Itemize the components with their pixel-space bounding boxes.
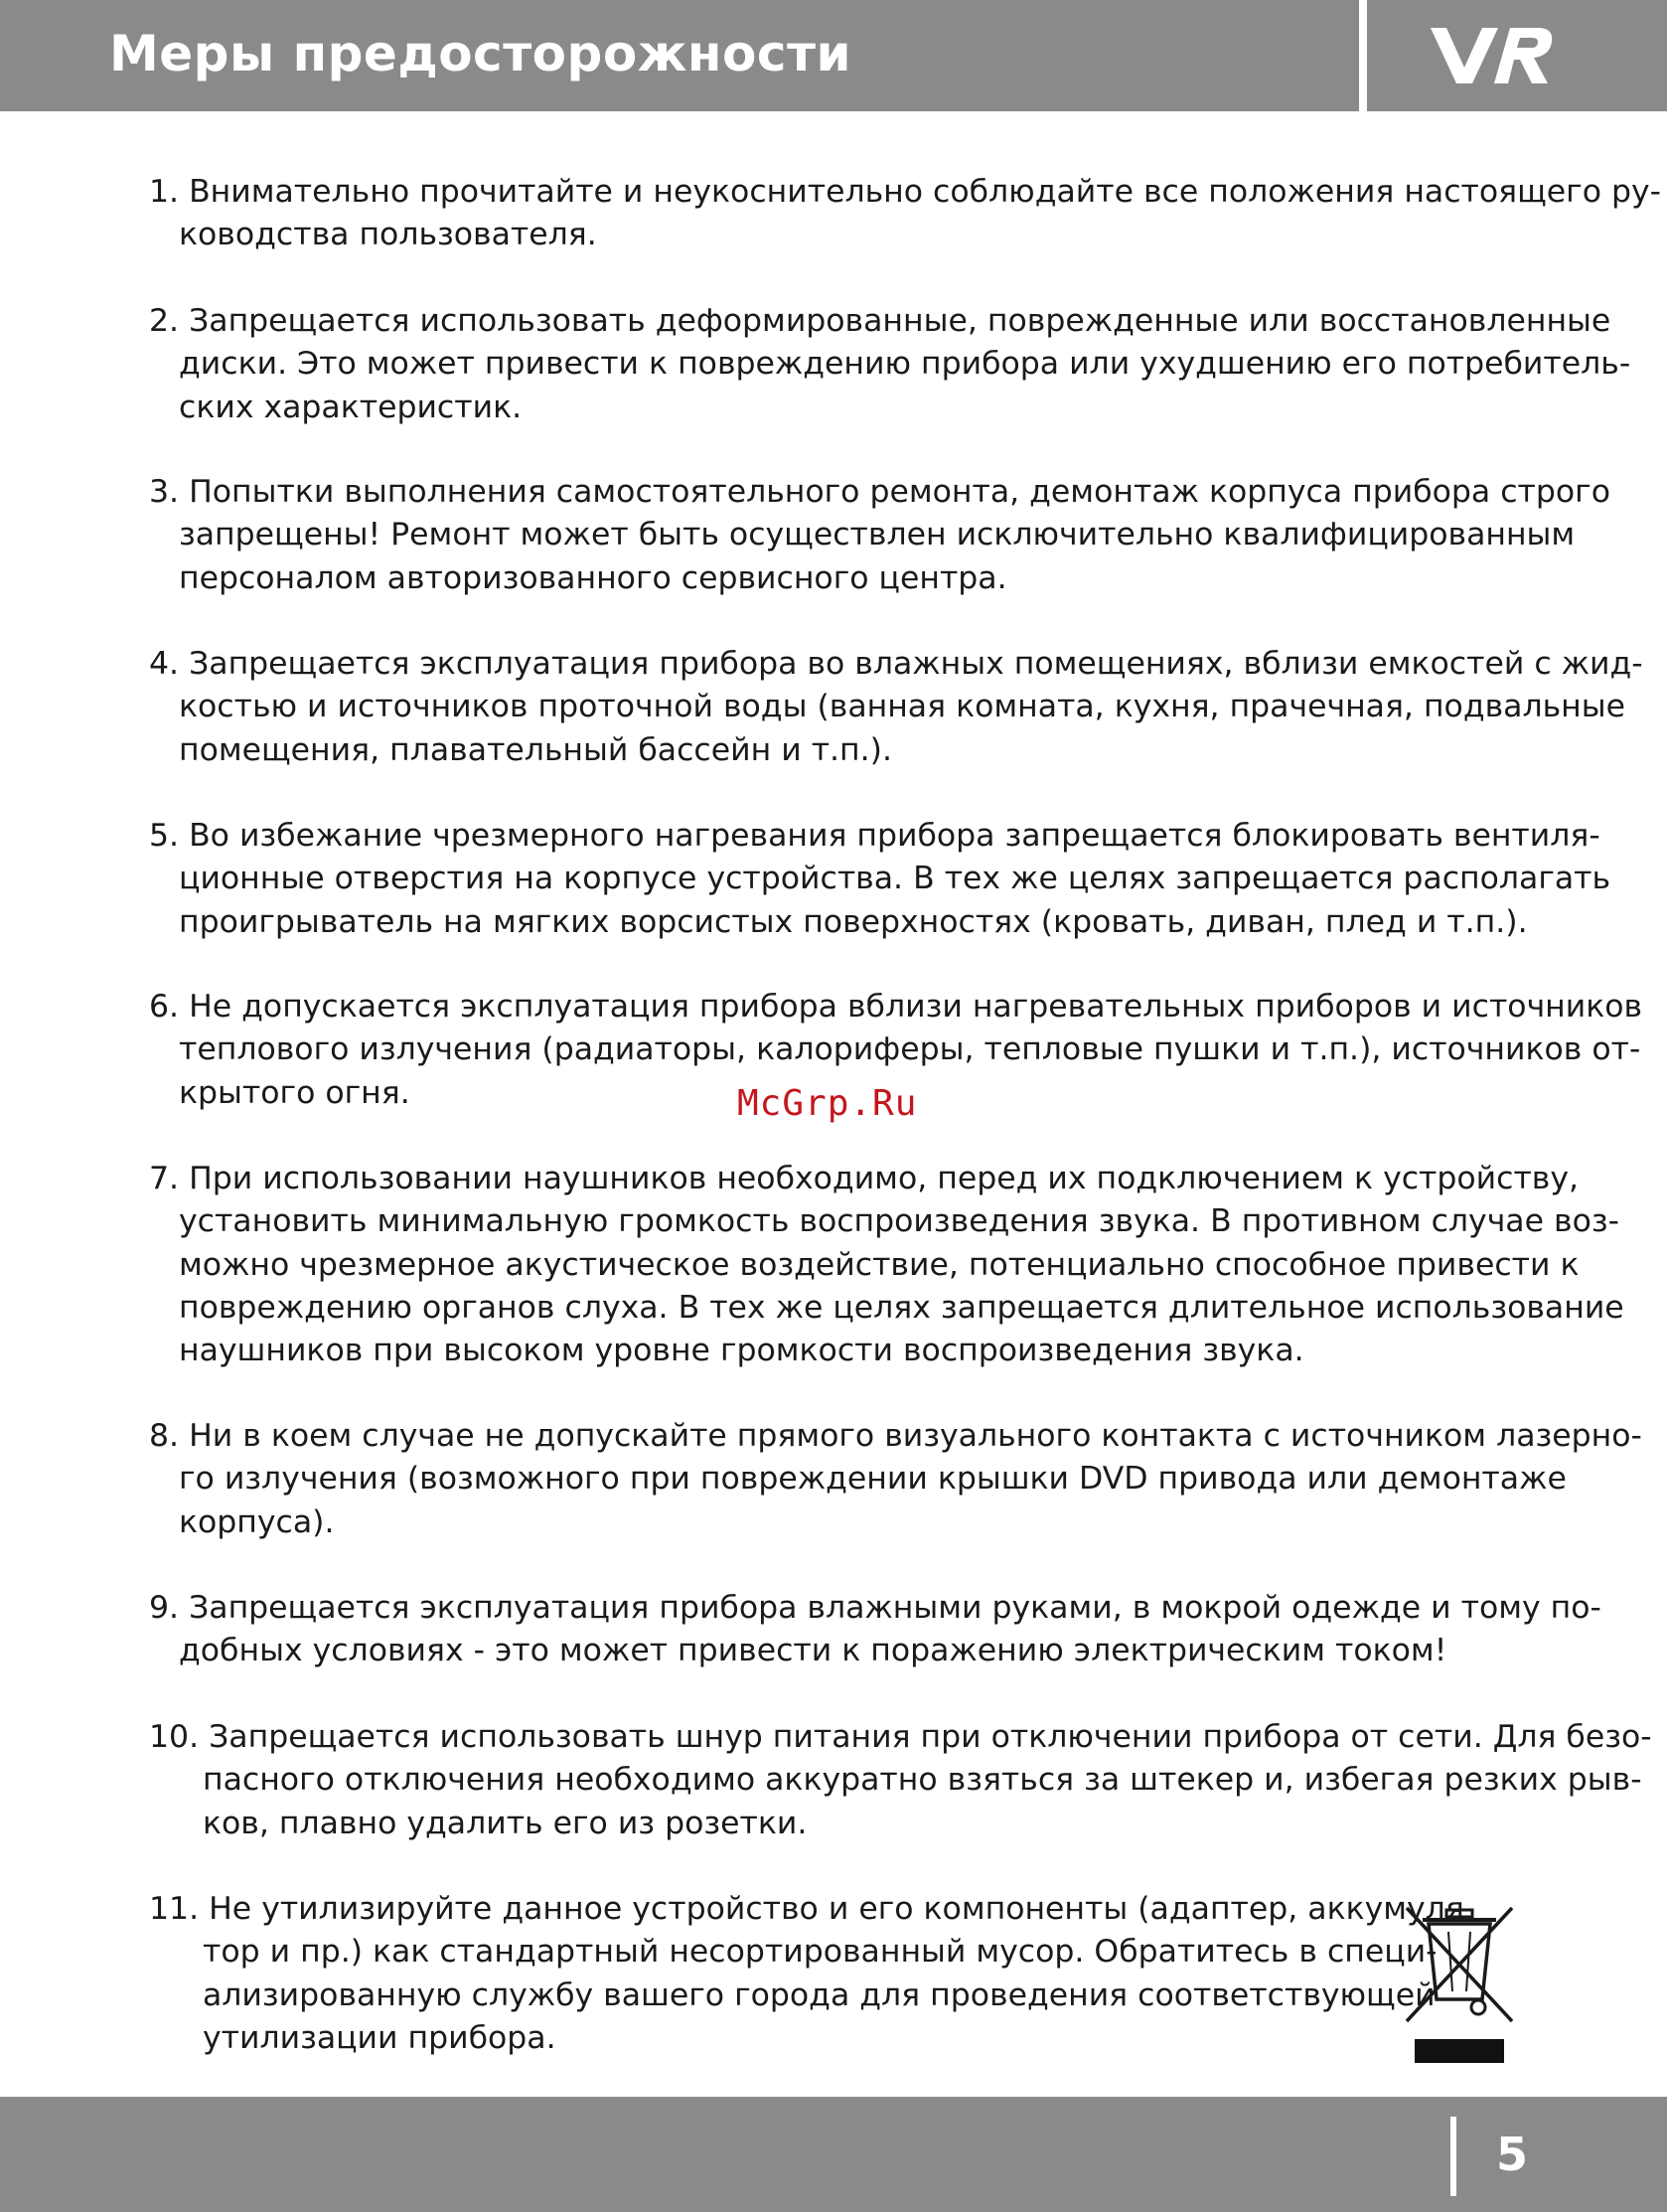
text-line: 9. Запрещается эксплуатация прибора влажными руками, в мокрой одежде и тому по- bbox=[149, 1590, 1601, 1626]
text-line: ционные отверстия на корпусе устройства. В тех же целях запрещается располагать bbox=[179, 861, 1611, 897]
text-line: можно чрезмерное акустическое воздействие, потенциально способное привести к bbox=[179, 1246, 1580, 1283]
text-line: наушников при высоком уровне громкости воспроизведения звука. bbox=[179, 1333, 1304, 1369]
text-line: го излучения (возможного при повреждении крышки DVD привода или демонтаже bbox=[179, 1461, 1567, 1498]
text-line: 4. Запрещается эксплуатация прибора во влажных помещениях, вблизи емкостей с жид- bbox=[149, 646, 1643, 682]
text-line: добных условиях - это может привести к поражению электрическим током! bbox=[179, 1633, 1447, 1669]
text-line: теплового излучения (радиаторы, калориферы, тепловые пушки и т.п.), источников от- bbox=[179, 1031, 1641, 1068]
text-line: 7. При использовании наушников необходимо, перед их подключением к устройству, bbox=[149, 1161, 1580, 1196]
text-line: проигрыватель на мягких ворсистых поверхностях (кровать, диван, плед и т.п.). bbox=[179, 903, 1528, 940]
text-line: корпуса). bbox=[179, 1503, 335, 1540]
text-line: 8. Ни в коем случае не допускайте прямого визуального контакта с источником лазерно- bbox=[149, 1418, 1642, 1454]
text-line: ков, плавно удалить его из розетки. bbox=[203, 1805, 808, 1841]
text-line: костью и источников проточной воды (ванная комната, кухня, прачечная, подвальные bbox=[179, 689, 1626, 725]
page-title: Меры предосторожности bbox=[109, 25, 851, 82]
text-line: диски. Это может привести к повреждению прибора или ухудшению его потребитель- bbox=[179, 346, 1631, 383]
text-line: повреждению органов слуха. В тех же целях запрещается длительное использование bbox=[179, 1289, 1624, 1326]
page-footer bbox=[0, 2097, 1667, 2212]
text-line: 2. Запрещается использовать деформированные, поврежденные или восстановленные bbox=[149, 303, 1611, 339]
text-line: установить минимальную громкость воспроизведения звука. В противном случае воз- bbox=[179, 1203, 1619, 1240]
text-line: помещения, плавательный бассейн и т.п.). bbox=[179, 731, 892, 768]
list-item bbox=[149, 471, 1610, 600]
list-item bbox=[149, 300, 1630, 429]
text-line: персоналом авторизованного сервисного центра. bbox=[179, 559, 1007, 596]
watermark: McGrp.Ru bbox=[737, 1083, 918, 1124]
list-item bbox=[149, 171, 1661, 257]
page-header bbox=[0, 0, 1667, 111]
vr-logo bbox=[1427, 20, 1556, 91]
text-line: 3. Попытки выполнения самостоятельного ремонта, демонтаж корпуса прибора строго bbox=[149, 474, 1610, 510]
text-line: 6. Не допускается эксплуатация прибора вблизи нагревательных приборов и источников bbox=[149, 989, 1643, 1025]
list-item bbox=[149, 1415, 1642, 1544]
crossed-bin-icon bbox=[1401, 1900, 1518, 2065]
list-item bbox=[149, 1587, 1601, 1673]
list-item bbox=[149, 1158, 1624, 1372]
text-line: пасного отключения необходимо аккуратно взяться за штекер и, избегая резких рыв- bbox=[203, 1762, 1642, 1799]
text-line: ализированную службу вашего города для проведения соответствующей bbox=[203, 1976, 1436, 2013]
header-divider bbox=[1359, 0, 1367, 111]
text-line: 1. Внимательно прочитайте и неукоснительно соблюдайте все положения настоящего ру- bbox=[149, 174, 1661, 210]
text-line: ководства пользователя. bbox=[179, 217, 597, 253]
text-line: тор и пр.) как стандартный несортированный мусор. Обратитесь в специ- bbox=[203, 1934, 1438, 1971]
list-item bbox=[149, 1716, 1652, 1845]
text-line: запрещены! Ремонт может быть осуществлен исключительно квалифицированным bbox=[179, 517, 1576, 553]
text-line: 11. Не утилизируйте данное устройство и его компоненты (адаптер, аккумуля- bbox=[149, 1891, 1476, 1927]
footer-divider bbox=[1450, 2117, 1456, 2196]
text-line: крытого огня. bbox=[179, 1074, 410, 1111]
list-item bbox=[149, 815, 1610, 944]
list-item bbox=[149, 643, 1643, 772]
text-line: утилизации прибора. bbox=[203, 2019, 556, 2056]
text-line: 10. Запрещается использовать шнур питания при отключении прибора от сети. Для безо- bbox=[149, 1719, 1652, 1755]
list-item bbox=[149, 1888, 1475, 2060]
text-line: ских характеристик. bbox=[179, 389, 523, 425]
page-number: 5 bbox=[1496, 2128, 1529, 2181]
text-line: 5. Во избежание чрезмерного нагревания прибора запрещается блокировать вентиля- bbox=[149, 818, 1600, 854]
